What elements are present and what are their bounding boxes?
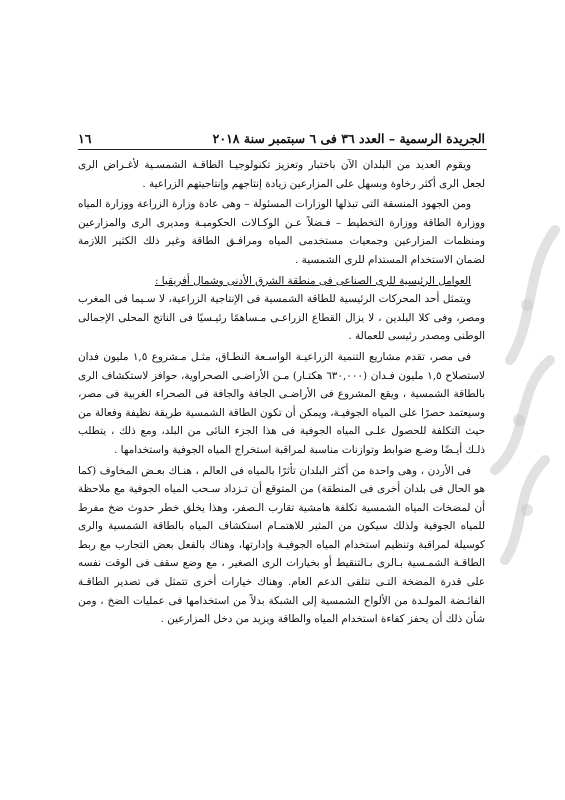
page-header: [78, 126, 485, 146]
paragraph-3: ويتمثل أحد المحركات الرئيسية للطاقة الشمسية فى الإنتاجية الزراعية، لا سـيما فى المغرب ومصر، وفى كلا البلدين ، لا يزال القطاع الزراعـى مـساهمًا رئيـسيًا فى الناتج المحلى الإجمالى الوطنى ومصدر رئيسى للعمالة .: [78, 293, 485, 343]
page-header-title: الجريدة الرسمية – العدد ٣٦ فى ٦ سبتمبر سنة ٢٠١٨: [212, 131, 485, 146]
paragraph-1: ويقوم العديد من البلدان الآن باختبار وتعزيز تكنولوجيـا الطاقـة الشمسـية لأغـراض الرى لجعل الرى أكثر رخاوة وبسهل على المزارعين زيادة إنتاجهم وإنتاجيتهم الزراعية .: [78, 159, 485, 190]
document-body: [78, 156, 485, 629]
section-subheading: العوامل الرئيسية للرى الصناعى فى منطقة الشرق الأدنى وشمال أفريقيا :: [154, 274, 471, 287]
watermark-dot-2: [513, 414, 525, 426]
watermark-stroke-3: [505, 460, 545, 560]
watermark-stroke-2: [495, 360, 550, 470]
paragraph-5: فى الأردن ، وهى واحدة من أكثر البلدان تأثرًا بالمياه فى العالم ، هنـاك بعـض المخاوف (كما هو الحال فى بلدان أخرى فى المنطقة) من المتوقع أن تـزداد سـحب المياه الجوفية مع ملاحظة أن لمضخات المياه الشمسية تكلفة هامشية تقارب الـصفر، وهذا يخلق خطر حدوث ضخ مفرط للمياه الجوفية ولذلك سيكون من المثير للاهتمـام استكشاف المياه بالطاقة الشمسية والرى كوسيلة لمراقبة وتنظيم استخدام المياه الجوفيـة وإدارتها، وهناك بالفعل بعض التجارب مع ربط الطاقـة الشمـسية بـالرى بـالتنقيط أو بخيارات الرى الصغير ، مع وضع سقف فى الوقت نفسه على قدرة المضخة التـى تتلقى الدعم العام. وهناك خيارات أخرى تتمثل فى تصدير الطاقـة الفائـضة المولـدة من الألواح الشمسية إلى الشبكة بدلاً من استخدامها فى عمليات الضخ ، ومن شأن ذلك أن يحفز كفاءة استخدام المياه والطاقة ويزيد من دخل المزارعين .: [78, 464, 485, 626]
watermark-dot-3: [521, 504, 533, 516]
watermark-dot-1: [521, 299, 533, 311]
paragraph-4: فى مصر، تقدم مشاريع التنمية الزراعيـة الواسـعة النطـاق، مثـل مـشروع ١,٥ مليون فدان لاستصلاح ١,٥ مليون فـدان (٦٣٠,٠٠٠ هكتـار) مـن الأراضـى الصحراوية، حوافز لاستكشاف الرى بالطاقة الشمسية ، ويقع المشروع فى الأراضـى الجافة والجافة فى الصحراء الغربية فى مصر، وسيعتمد حصرًا على المياه الجوفيـة، ويمكن أن تكون الطاقة الشمسية طريقة نظيفة وفعالة من حيث التكلفة للحصول علـى المياه الجوفية فى هذا الجزء النائى من البلد، ومع ذلك ، يتطلب ذلـك أيـضًا وضـع ضوابط وتوازنات مناسبة لمراقبة استخراج المياه الجوفية واستخدامها .: [78, 350, 485, 456]
paragraph-2: ومن الجهود المنسقة التى تبذلها الوزارات المسئولة – وهى عادة وزارة الزراعة ووزارة المياه ووزارة الطاقة ووزارة التخطيط – فـضلاً عـن الوكـالات الحكوميـة ومديرى الرى والمزارعين ومنظمات المزارعين وجمعيات مستخدمى المياه ومرافـق الطاقة وغير ذلك الكثير اللازمة لضمان الاستخدام المستدام للرى الشمسية .: [78, 198, 485, 266]
header-divider: [78, 149, 487, 150]
page-number: ١٦: [78, 131, 92, 146]
watermark-stroke-1: [510, 230, 555, 360]
